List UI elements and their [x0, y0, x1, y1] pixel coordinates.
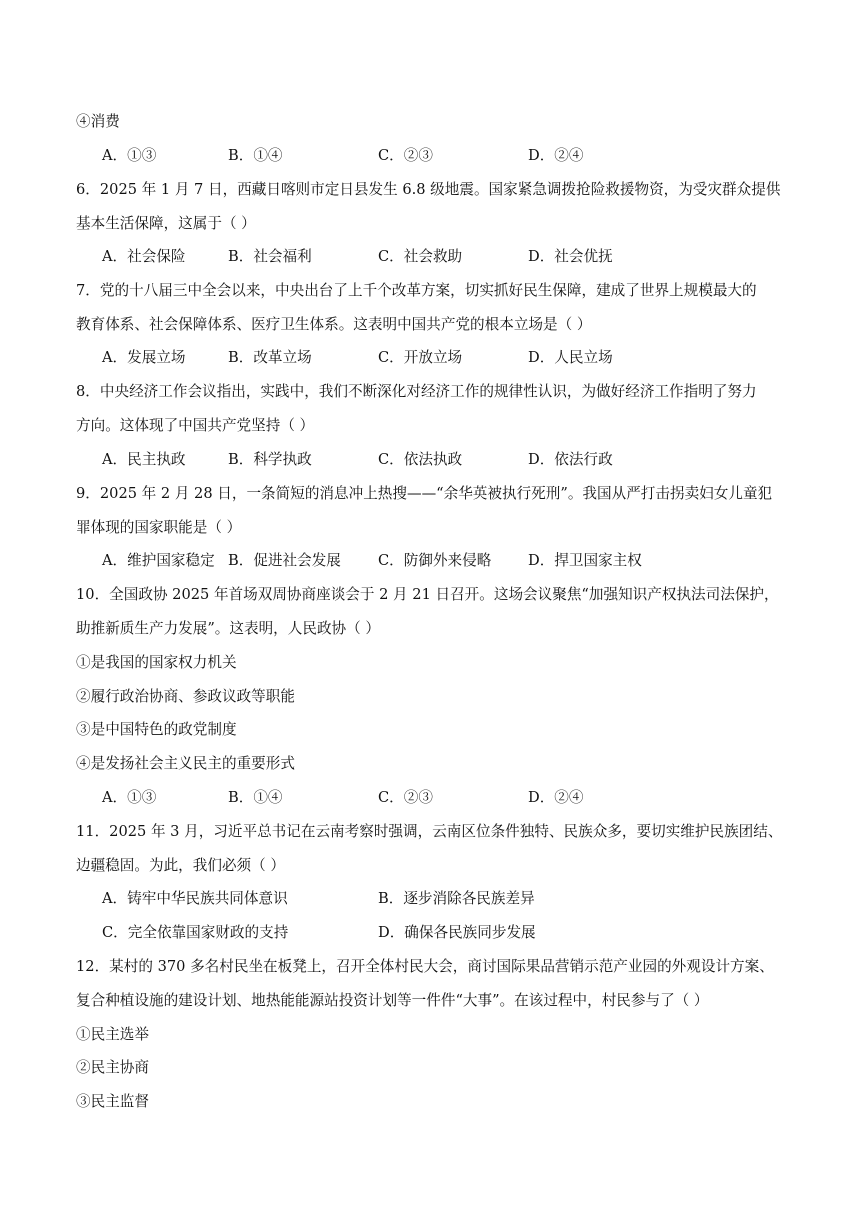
- option-b: B．①④: [228, 147, 283, 164]
- question-9-line-2: 罪体现的国家职能是（ ）: [76, 519, 242, 536]
- question-6-line-1: 6．2025 年 1 月 7 日，西藏日喀则市定日县发生 6.8 级地震。国家紧急调拨抢险救援物资，为受灾群众提供: [76, 181, 781, 198]
- option-a: A．维护国家稳定: [102, 552, 215, 569]
- question-9-line-1: 9．2025 年 2 月 28 日，一条简短的消息冲上热搜——“余华英被执行死刑”。我国从严打击拐卖妇女儿童犯: [76, 485, 773, 502]
- question-8-line-2: 方向。这体现了中国共产党坚持（ ）: [76, 417, 315, 434]
- option-d: D．社会优抚: [528, 248, 613, 265]
- question-12-item-1: ①民主选举: [76, 1026, 149, 1043]
- option-d: D．确保各民族同步发展: [378, 924, 536, 941]
- option-d: D．人民立场: [528, 349, 613, 366]
- question-7-line-1: 7．党的十八届三中全会以来，中央出台了上千个改革方案，切实抓好民生保障，建成了世界上规模最大的: [76, 282, 757, 299]
- question-10-item-4: ④是发扬社会主义民主的重要形式: [76, 755, 295, 772]
- option-a: A．社会保险: [102, 248, 186, 265]
- question-11-line-2: 边疆稳固。为此，我们必须（ ）: [76, 857, 285, 874]
- question-7-line-2: 教育体系、社会保障体系、医疗卫生体系。这表明中国共产党的根本立场是（ ）: [76, 316, 592, 333]
- question-12-line-2: 复合种植设施的建设计划、地热能能源站投资计划等一件件“大事”。在该过程中，村民参与了（ ）: [76, 992, 709, 1009]
- option-b: B．科学执政: [228, 451, 312, 468]
- option-b: B．逐步消除各民族差异: [378, 890, 535, 907]
- option-c: C．防御外来侵略: [378, 552, 492, 569]
- option-c: C．完全依靠国家财政的支持: [102, 924, 289, 941]
- question-12-item-2: ②民主协商: [76, 1059, 149, 1076]
- option-b: B．改革立场: [228, 349, 312, 366]
- option-c: C．开放立场: [378, 349, 463, 366]
- option-c: C．依法执政: [378, 451, 463, 468]
- option-a: A．①③: [102, 789, 157, 806]
- option-a: A．民主执政: [102, 451, 186, 468]
- option-a: A．①③: [102, 147, 157, 164]
- option-c: C．②③: [378, 789, 433, 806]
- option-d: D．②④: [528, 789, 584, 806]
- option-b: B．①④: [228, 789, 283, 806]
- question-11-line-1: 11．2025 年 3 月，习近平总书记在云南考察时强调，云南区位条件独特、民族众多，要切实维护民族团结、: [76, 823, 783, 840]
- question-12-line-1: 12．某村的 370 多名村民坐在板凳上，召开全体村民大会，商讨国际果品营销示范产业园的外观设计方案、: [76, 958, 774, 975]
- option-a: A．铸牢中华民族共同体意识: [102, 890, 288, 907]
- question-8-line-1: 8．中央经济工作会议指出，实践中，我们不断深化对经济工作的规律性认识，为做好经济工作指明了努力: [76, 383, 757, 400]
- question-10-item-3: ③是中国特色的政党制度: [76, 721, 237, 738]
- question-12-item-3: ③民主监督: [76, 1093, 149, 1110]
- option-d: D．捍卫国家主权: [528, 552, 642, 569]
- option-b: B．社会福利: [228, 248, 312, 265]
- option-c: C．②③: [378, 147, 433, 164]
- question-10-item-1: ①是我国的国家权力机关: [76, 654, 237, 671]
- question-6-line-2: 基本生活保障，这属于（ ）: [76, 215, 256, 232]
- option-b: B．促进社会发展: [228, 552, 341, 569]
- option-item-4: ④消费: [76, 113, 120, 130]
- option-d: D．②④: [528, 147, 584, 164]
- option-d: D．依法行政: [528, 451, 613, 468]
- option-a: A．发展立场: [102, 349, 186, 366]
- option-c: C．社会救助: [378, 248, 463, 265]
- question-10-item-2: ②履行政治协商、参政议政等职能: [76, 688, 295, 705]
- question-10-line-1: 10．全国政协 2025 年首场双周协商座谈会于 2 月 21 日召开。这场会议聚焦“加强知识产权执法司法保护，: [76, 586, 779, 603]
- question-10-line-2: 助推新质生产力发展”。这表明，人民政协（ ）: [76, 620, 380, 637]
